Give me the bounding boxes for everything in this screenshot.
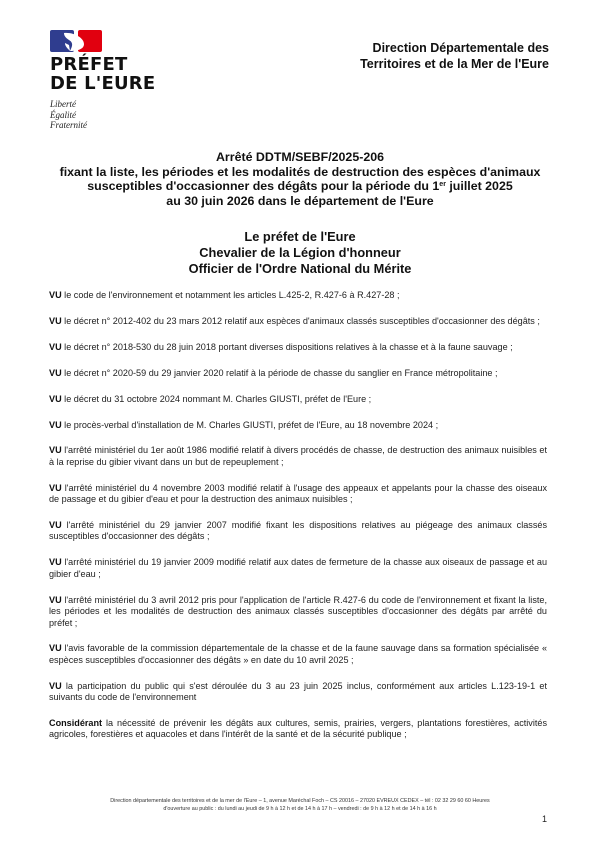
consideration-paragraph	[49, 520, 547, 543]
decree-title-line-3	[30, 179, 570, 194]
decree-title-line-4: au 30 juin 2026 dans le département de l'Eure	[166, 193, 434, 208]
consideration-paragraph	[49, 718, 547, 741]
consideration-paragraph	[49, 420, 547, 431]
prefet-name: PRÉFET DE L'EURE	[50, 54, 156, 94]
considerations-list	[49, 290, 547, 755]
page-footer	[30, 798, 570, 813]
consideration-text: le décret n° 2020-59 du 29 janvier 2020 relatif à la période de chasse du sanglier en France métropolitaine ;	[64, 367, 498, 378]
consideration-lead: VU	[49, 367, 62, 378]
consideration-text: le décret n° 2012-402 du 23 mars 2012 relatif aux espèces d'animaux classés susceptibles d'occasionner des dégâts ;	[64, 315, 540, 326]
consideration-text: le décret n° 2018-530 du 28 juin 2018 portant diverses dispositions relatives à la chasse et à la faune sauvage ;	[64, 341, 513, 352]
title-line-3-end: juillet 2025	[445, 179, 513, 193]
consideration-text: l'arrêté ministériel du 29 janvier 2007 modifié fixant les dispositions relatives au piégeage des animaux classés susceptibles d'occasionner des dégâts ;	[49, 520, 547, 542]
consideration-lead: VU	[49, 594, 62, 605]
consideration-paragraph	[49, 342, 547, 353]
consideration-paragraph	[49, 595, 547, 629]
consideration-paragraph	[49, 394, 547, 405]
consideration-lead: VU	[49, 643, 62, 654]
consideration-paragraph	[49, 681, 547, 704]
consideration-text: le code de l'environnement et notamment les articles L.425-2, R.427-6 à R.427-28 ;	[64, 290, 400, 300]
direction-line-1: Direction Départementale des	[372, 41, 549, 55]
title-superscript: er	[439, 181, 446, 188]
motto-fraternite: Fraternité	[50, 120, 87, 130]
consideration-lead: VU	[49, 393, 62, 404]
consideration-lead: VU	[49, 557, 62, 568]
authority-prefet: Le préfet de l'Eure	[244, 229, 356, 244]
consideration-lead: VU	[49, 341, 62, 352]
authority-legion-honneur: Chevalier de la Légion d'honneur	[199, 245, 401, 260]
consideration-paragraph	[49, 483, 547, 506]
consideration-lead: VU	[49, 680, 62, 691]
consideration-lead: VU	[49, 445, 62, 456]
direction-line-2: Territoires et de la Mer de l'Eure	[360, 57, 549, 71]
consideration-text: l'arrêté ministériel du 4 novembre 2003 modifié relatif à l'usage des appeaux et appelants pour la chasse des oiseaux de passage et du gibier d'eau et pour la destruction des animaux nuisibles ;	[49, 482, 547, 505]
consideration-text: le décret du 31 octobre 2024 nommant M. Charles GIUSTI, préfet de l'Eure ;	[64, 393, 372, 404]
consideration-paragraph	[49, 445, 547, 468]
authority-ordre-merite: Officier de l'Ordre National du Mérite	[188, 261, 412, 276]
consideration-paragraph	[49, 368, 547, 379]
consideration-lead: VU	[49, 520, 62, 531]
republic-motto	[50, 99, 160, 131]
decree-number: Arrêté DDTM/SEBF/2025-206	[215, 150, 385, 164]
consideration-lead: Considérant	[49, 718, 103, 729]
marianne-logo-icon	[50, 30, 102, 52]
signing-authority	[30, 229, 570, 277]
consideration-paragraph	[49, 557, 547, 580]
prefet-logo	[50, 30, 160, 131]
consideration-lead: VU	[49, 290, 62, 300]
consideration-text: la participation du public qui s'est déroulée du 3 au 23 juin 2025 inclus, conformément aux articles L.123-19-1 et suivants du code de l'environnement	[49, 680, 547, 703]
consideration-paragraph	[49, 643, 547, 666]
consideration-text: le procès-verbal d'installation de M. Charles GIUSTI, préfet de l'Eure, au 18 novembre 2024 ;	[64, 419, 439, 430]
consideration-text: la nécessité de prévenir les dégâts aux cultures, semis, prairies, vergers, plantations forestières, activités agricoles, forestières et aquacoles et dans l'intérêt de la santé et de la sécurité publique ;	[49, 718, 547, 740]
title-line-3-text: susceptibles d'occasionner des dégâts pour la période du 1	[87, 179, 440, 193]
consideration-text: l'arrêté ministériel du 3 avril 2012 pris pour l'application de l'article R.427-6 du code de l'environnement et fixant la liste, les périodes et les modalités de destruction des animaux classés susceptibles d'occasionner des dégâts par arrêté du préfet ;	[49, 594, 547, 628]
consideration-paragraph	[49, 290, 547, 301]
consideration-lead: VU	[49, 315, 62, 326]
decree-title	[30, 150, 570, 208]
consideration-text: l'avis favorable de la commission départementale de la chasse et de la faune sauvage dans sa formation spécialisée « espèces susceptibles d'occasionner des dégâts » en date du 10 avril 2025 ;	[49, 643, 548, 665]
page-number: 1	[541, 814, 547, 824]
footer-address: Direction départementale des territoires et de la mer de l'Eure – 1, avenue Maréchal Foch – CS 20016 – 27020 EVREUX CEDEX – tél : 02 32 29 60 60 Heures	[110, 798, 490, 804]
consideration-text: l'arrêté ministériel du 19 janvier 2009 modifié relatif aux dates de fermeture de la chasse aux oiseaux de passage et au gibier d'eau ;	[49, 557, 547, 579]
decree-title-line-2: fixant la liste, les périodes et les modalités de destruction des espèces d'animaux	[59, 164, 541, 179]
consideration-lead: VU	[49, 482, 62, 493]
motto-liberte: Liberté	[50, 99, 76, 109]
footer-hours: d'ouverture au public : du lundi au jeudi de 9 h à 12 h et de 14 h à 17 h – vendredi : de 9 h à 12 h et de 14 h à 16 h	[163, 805, 437, 812]
consideration-lead: VU	[49, 419, 62, 430]
issuing-direction	[360, 40, 549, 72]
consideration-text: l'arrêté ministériel du 1er août 1986 modifié relatif à divers procédés de chasse, de destruction des animaux nuisibles et à la reprise du gibier vivant dans un but de repeuplement ;	[49, 445, 547, 467]
motto-egalite: Égalité	[50, 109, 76, 120]
consideration-paragraph	[49, 316, 547, 327]
